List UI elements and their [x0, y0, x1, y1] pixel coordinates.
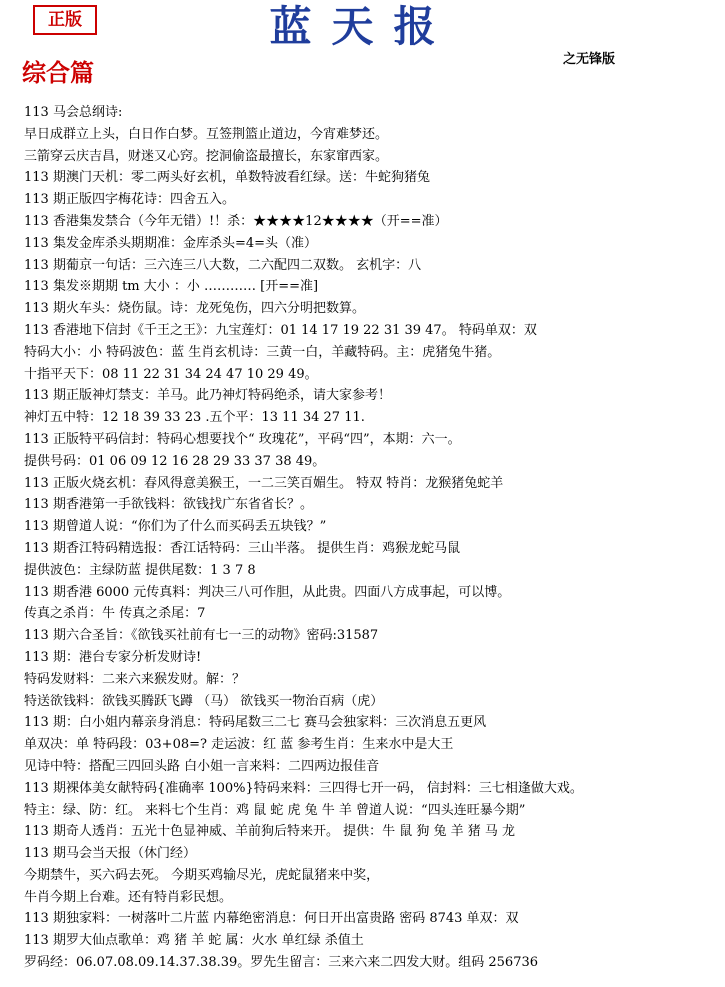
text-line: 见诗中特：搭配三四回头路 白小姐一言来料：二四两边报佳音 — [24, 758, 380, 774]
text-line: 罗码经：06.07.08.09.14.37.38.39。罗先生留言：三来六来二四发大财。组码 256736 — [24, 955, 539, 971]
text-line: 113 期：白小姐内幕亲身消息：特码尾数三二七 赛马会独家料：三次消息五更风 — [24, 715, 487, 731]
text-line: 113 期香江特码精选报：香江话特码：三山半落。 提供生肖：鸡猴龙蛇马鼠 — [24, 540, 461, 556]
text-line: 113 马会总纲诗: — [24, 105, 123, 120]
text-line: 早日成群立上头，白日作白梦。互签荆篮止道边，今宵难梦还。 — [24, 126, 389, 142]
text-line: 113 期独家料：一树落叶二片蓝 内幕绝密消息：何日开出富贵路 密码 8743 单双：双 — [24, 911, 519, 927]
text-line: 提供号码：01 06 09 12 16 28 29 33 37 38 49。 — [24, 453, 326, 469]
text-line: 113 期罗大仙点歌单：鸡 猪 羊 蛇 属：火水 单红绿 杀值土 — [24, 933, 364, 949]
text-line: 113 期六合圣旨：《欲钱买社前有七一三的动物》密码:31587 — [24, 628, 379, 644]
text-line: 113 期曾道人说：“你们为了什么而买码丢五块钱？” — [24, 519, 327, 535]
text-line: 113 期正版神灯禁支：羊马。此乃神灯特码绝杀，请大家参考！ — [24, 388, 391, 404]
text-line: 三箭穿云庆吉昌，财迷又心窍。挖洞偷盗最擅长，东家窜西家。 — [24, 148, 389, 164]
text-line: 113 期澳门天机：零二两头好玄机，单数特波看红绿。送：牛蛇狗猪兔 — [24, 170, 430, 186]
genuine-badge: 正版 — [33, 5, 97, 35]
text-line: 牛肖今期上台难。还有特肖彩民想。 — [24, 889, 233, 905]
text-line: 单双决：单 特码段：03+08=? 走运波：红 蓝 参考生肖：生来水中是大王 — [24, 737, 454, 753]
text-line: 113 期裸体美女献特码{准确率 100%}特码来料：三四得七开一码， 信封料：三七相逢做大戏。 — [24, 780, 583, 796]
text-line: 提供波色：主绿防蓝 提供尾数：1 3 7 8 — [24, 562, 256, 578]
text-line: 113 香港地下信封《千王之王》：九宝莲灯：01 14 17 19 22 31 39 47。 特码单双：双 — [24, 322, 537, 338]
text-line: 113 期马会当天报（休门经） — [24, 846, 196, 862]
text-lines — [24, 102, 724, 974]
text-line: 113 期正版四字梅花诗：四舍五入。 — [24, 192, 235, 208]
text-line: 113 期火车头：烧伤鼠。诗：龙死兔伤，四六分明把数算。 — [24, 301, 365, 317]
text-line: 113 期香港第一手欲钱料：欲钱找广东省省长？。 — [24, 497, 313, 513]
text-line: 特送欲钱料：欲钱买腾跃飞蹲 （马） 欲钱买一物治百病（虎） — [24, 693, 384, 709]
text-line: 今期禁牛，买六码去死。 今期买鸡输尽光，虎蛇鼠猪来中奖， — [24, 867, 380, 883]
text-line: 113 集发※期期 tm 大小 ：小 ………… [开==准] — [24, 279, 319, 295]
text-line: 113 正版特平码信封：特码心想要找个“ 玫瑰花”，平码“四”，本期：六一。 — [24, 431, 461, 447]
text-line: 113 期葡京一句话：三六连三八大数，二六配四二双数。 玄机字：八 — [24, 257, 422, 273]
text-line: 113 期：港台专家分析发财诗! — [24, 649, 202, 665]
text-line: 神灯五中特：12 18 39 33 23 .五个平：13 11 34 27 11. — [24, 410, 365, 426]
page-title: 蓝天报 — [269, 2, 456, 51]
text-line: 特码发财料：二来六来猴发财。解：？ — [24, 671, 246, 687]
text-line: 113 期香港 6000 元传真料：判决三八可作胆，从此贵。四面八方成事起，可以博。 — [24, 584, 511, 600]
text-line: 113 集发金库杀头期期准：金库杀头=4=头（准） — [24, 235, 318, 251]
text-line: 特主：绿、防：红。 来料七个生肖：鸡 鼠 蛇 虎 兔 牛 羊 曾道人说：“四头连旺暴今期” — [24, 802, 526, 818]
text-line: 113 香港集发禁合（今年无错）!！杀：★★★★12★★★★（开==准） — [24, 213, 448, 229]
text-line: 113 期奇人透肖：五光十色显神威、羊前狗后特来开。 提供：牛 鼠 狗 兔 羊 猪 马 龙 — [24, 824, 516, 840]
edition-label: 之无锋版 — [563, 52, 616, 67]
text-line: 特码大小：小 特码波色：蓝 生肖玄机诗：三黄一白，羊藏特码。主：虎猪兔牛猪。 — [24, 344, 501, 360]
text-line: 113 正版火烧玄机：春风得意美猴王，一二三笑百媚生。 特双 特肖：龙猴猪兔蛇羊 — [24, 475, 504, 491]
text-line: 传真之杀肖：牛 传真之杀尾：7 — [24, 606, 206, 622]
text-line: 十指平天下：08 11 22 31 34 24 47 10 29 49。 — [24, 366, 318, 382]
section-heading: 综合篇 — [22, 59, 94, 87]
